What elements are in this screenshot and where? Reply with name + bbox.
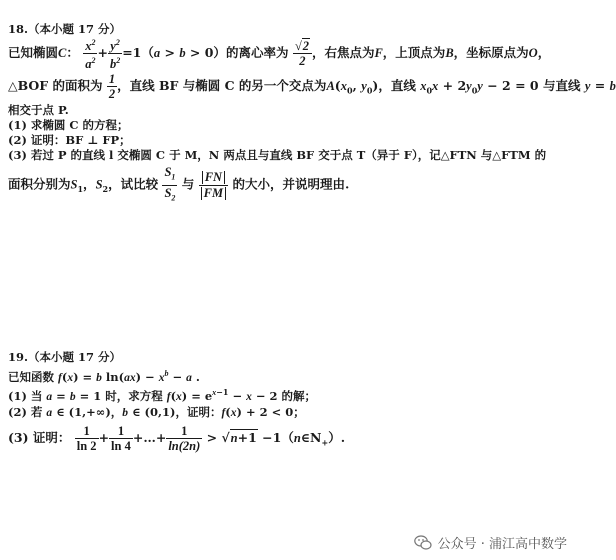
sum-term-1: $\frac{1}{\ln 2}$ [76, 424, 97, 453]
watermark: 公众号 · 浦江高中数学 [414, 533, 567, 552]
q19-header: 19.（本小题 17 分） [8, 350, 122, 364]
sum-term-2: $\frac{1}{\ln 4}$ [111, 424, 131, 453]
q18-header: 18.（本小题 17 分） [8, 22, 122, 36]
fn-fm-ratio-frac: $\frac{FN}{FM}$ [199, 170, 228, 201]
q18-line1: 已知椭圆C： $\frac{x^2}{a^2}$ + $\frac{y^2}{b^2}$ =1（a > b > 0）的离心率为 $\frac{√2}{2}$ ，右焦点为F，上顶点为B，坐标原点为O， [8, 38, 551, 72]
q19-part1: (1) 当 a = b = 1 时，求方程 $f(x) = e^{x-1} - x - 2$ 的解； [8, 387, 317, 403]
sum-term-n: $\frac{1}{\ln(2n)}$ [168, 424, 201, 453]
q18-part1: (1) 求椭圆 C 的方程； [8, 118, 129, 132]
q18-part3-cont: 面积分别为$S_1$，$S_2$，试比较 $\frac{S_1}{S_2}$ 与 $\frac{FN}{FM}$ 的大小，并说明理由. [8, 165, 349, 205]
q18-part2: (2) 证明：BF ⊥ FP； [8, 133, 131, 147]
q19-part2: (2) 若 a ∈ (1,+∞)，b ∈ (0,1)，证明：f(x) + 2 < 0； [8, 405, 305, 419]
area-frac: $\frac{1}{2}$ [108, 72, 116, 101]
eccentricity-frac: $\frac{√2}{2}$ [293, 39, 312, 68]
wechat-icon [414, 535, 432, 551]
s-ratio-frac: $\frac{S_1}{S_2}$ [164, 165, 176, 202]
ellipse-frac-x: $\frac{x^2}{a^2}$ [85, 38, 96, 72]
q19-part3: (3) 证明： $\frac{1}{\ln 2}$ + $\frac{1}{\ln 4}$ +…+ $\frac{1}{\ln(2n)}$ > $√n+1 -1(n\in N_+)$. [8, 424, 346, 453]
q18-line3: 相交于点 P. [8, 103, 69, 117]
q18-part3: (3) 若过 P 的直线 l 交椭圆 C 于 M，N 两点且与直线 BF 交于点 T（异于 F），记△FTN 与△FTM 的 [8, 148, 547, 162]
q18-line2: △BOF 的面积为 $\frac{1}{2}$ ，直线 BF 与椭圆 C 的另一个交点为$A(x_0$, $y_0$)，直线 $x_0x + 2y_0y - 2 = 0$ 与直线 y = b [8, 72, 616, 101]
q19-line1: 已知函数 f(x) = b $\ln(ax) - x^b - a$ . [8, 369, 200, 384]
